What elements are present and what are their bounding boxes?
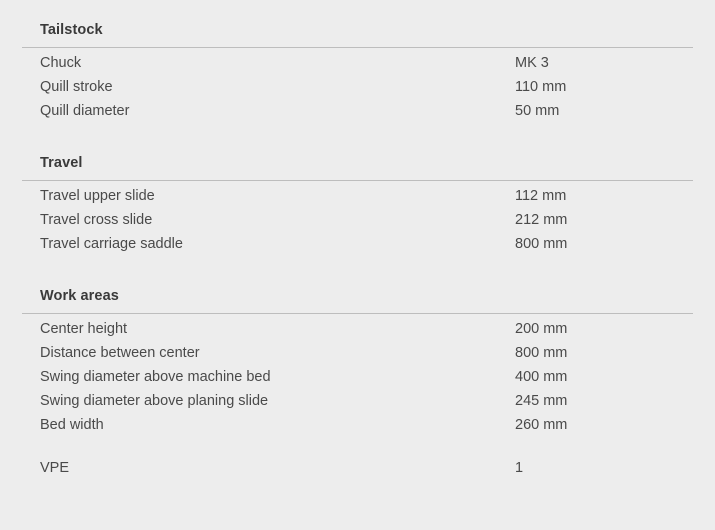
spec-rows [0,48,715,127]
spec-value: 112 mm [515,188,567,204]
spec-label: Quill stroke [40,79,113,95]
table-row [0,460,715,484]
spec-value: 1 [515,460,524,476]
table-row [0,417,715,441]
spec-label: Distance between center [40,345,200,361]
section-title: Travel [40,155,83,171]
spec-section-tailstock [0,22,715,127]
section-spacer [0,127,715,155]
section-title: Work areas [40,288,119,304]
spec-value: 200 mm [515,321,568,337]
section-title: Tailstock [40,22,103,38]
spec-value: 212 mm [515,212,568,228]
table-row [0,393,715,417]
spec-value: 800 mm [515,345,568,361]
section-spacer [0,260,715,288]
spec-label: Travel carriage saddle [40,236,183,252]
table-row [0,369,715,393]
spec-value: 245 mm [515,393,568,409]
table-row [0,212,715,236]
spec-label: Travel upper slide [40,188,155,204]
table-row [0,321,715,345]
table-row [0,345,715,369]
spec-value: 800 mm [515,236,568,252]
spec-label: Bed width [40,417,104,433]
spec-label: Swing diameter above planing slide [40,393,269,409]
spec-section-work-areas [0,288,715,484]
row-spacer [0,441,715,460]
spec-label: Swing diameter above machine bed [40,369,271,385]
spec-label: Chuck [40,55,82,71]
spec-label: Travel cross slide [40,212,153,228]
spec-label: Center height [40,321,128,337]
spec-value: MK 3 [515,55,549,71]
spec-label: VPE [40,460,70,476]
spec-rows [0,314,715,484]
spec-value: 260 mm [515,417,568,433]
spec-value: 110 mm [515,79,567,95]
table-row [0,103,715,127]
table-row [0,79,715,103]
spec-value: 400 mm [515,369,568,385]
spec-value: 50 mm [515,103,560,119]
spec-section-travel [0,155,715,260]
spec-rows [0,181,715,260]
spec-label: Quill diameter [40,103,130,119]
table-row [0,188,715,212]
table-row [0,236,715,260]
table-row [0,55,715,79]
